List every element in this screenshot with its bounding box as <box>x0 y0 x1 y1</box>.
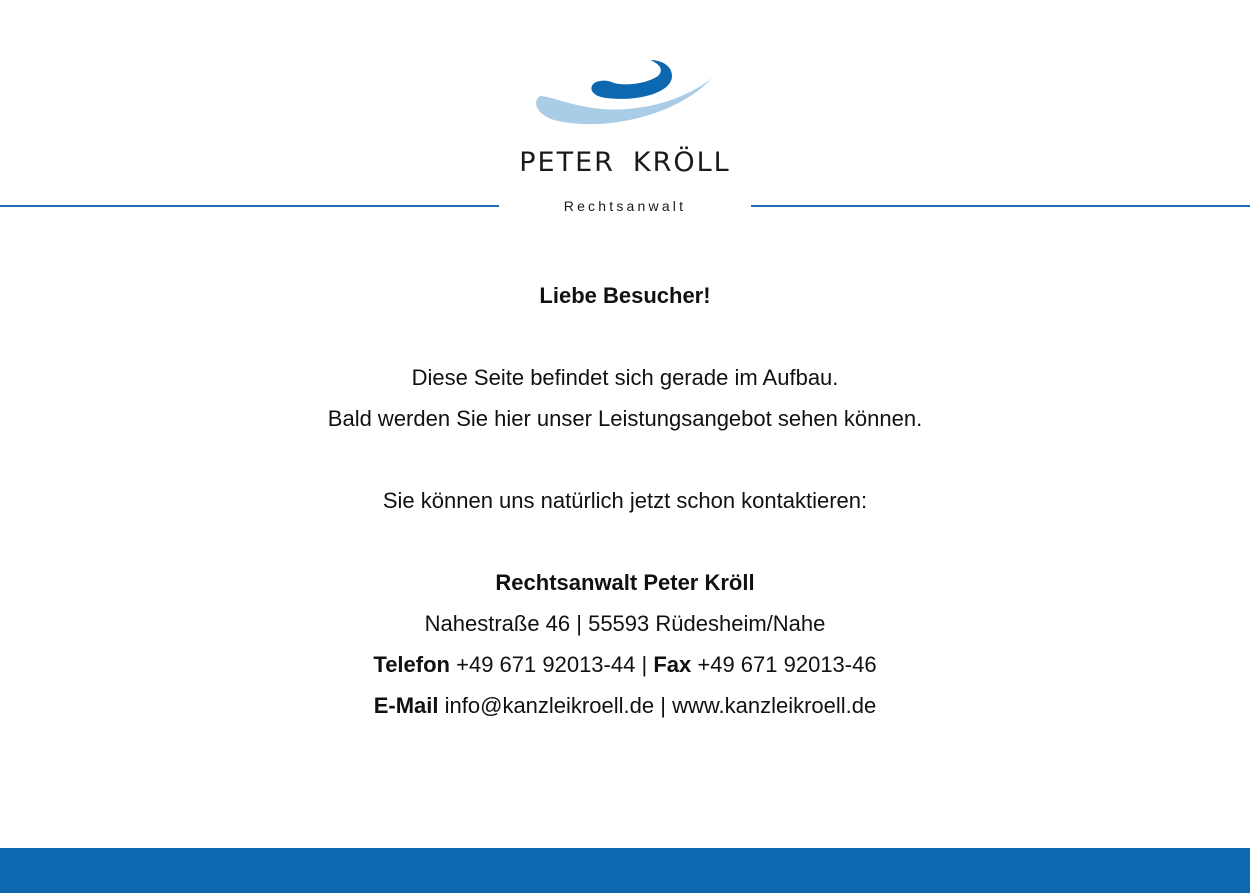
logo-swoosh-icon <box>530 52 720 132</box>
logo-subtitle: Rechtsanwalt <box>563 198 687 214</box>
contact-name: Rechtsanwalt Peter Kröll <box>495 570 755 595</box>
separator: | <box>641 652 648 677</box>
main-content <box>0 275 1250 726</box>
contact-invitation: Sie können uns natürlich jetzt schon kontaktieren: <box>382 488 868 513</box>
logo-wordmark <box>0 146 1250 180</box>
fax-label: Fax <box>653 652 692 677</box>
logo-dark-swoosh <box>591 60 672 99</box>
header-rule-right <box>751 205 1250 207</box>
separator: | <box>660 693 666 718</box>
phone-label: Telefon <box>373 652 450 677</box>
website-link[interactable]: www.kanzleikroell.de <box>672 693 877 718</box>
logo-last-name: KRÖLL <box>632 147 731 178</box>
contact-address: Nahestraße 46 | 55593 Rüdesheim/Nahe <box>424 611 826 636</box>
services-notice: Bald werden Sie hier unser Leistungsangebot sehen können. <box>327 406 923 431</box>
construction-notice: Diese Seite befindet sich gerade im Aufbau. <box>411 365 839 390</box>
phone-number[interactable]: +49 671 92013-44 <box>456 652 636 677</box>
footer-bar <box>0 848 1250 893</box>
greeting-heading: Liebe Besucher! <box>539 283 711 308</box>
email-link[interactable]: info@kanzleikroell.de <box>444 693 655 718</box>
fax-number: +49 671 92013-46 <box>697 652 877 677</box>
contact-phone-fax <box>0 644 1250 685</box>
email-label: E-Mail <box>373 693 439 718</box>
logo-first-name: PETER <box>519 147 615 178</box>
contact-email-web <box>0 685 1250 726</box>
